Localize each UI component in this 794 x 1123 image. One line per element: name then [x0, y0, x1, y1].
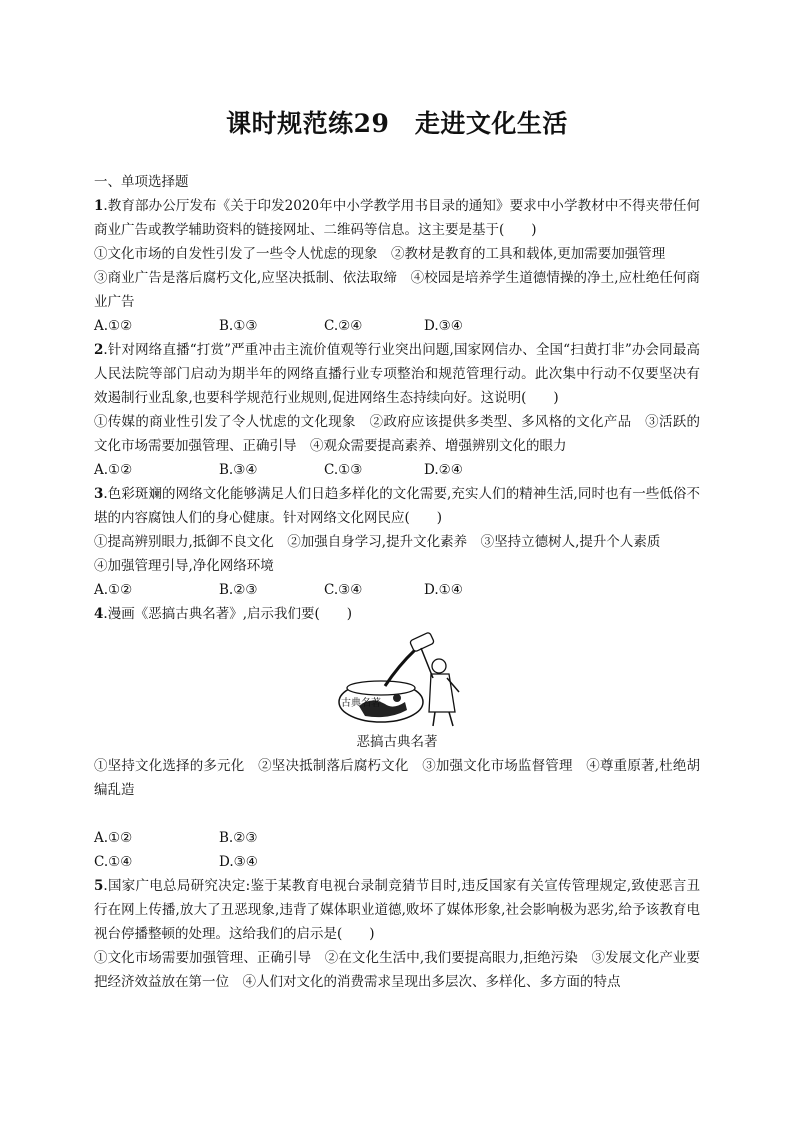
question-2-statements: ①传媒的商业性引发了令人忧虑的文化现象 ②政府应该提供多类型、多风格的文化产品 ③活跃的文化市场需要加强管理、正确引导 ④观众需要提高素养、增强辨别文化的眼力 [94, 414, 700, 454]
option-c: C.①④ [94, 854, 133, 870]
option-b: B.②③ [219, 830, 258, 846]
question-5-text: .国家广电总局研究决定:鉴于某教育电视台录制竞猜节目时,违反国家有关宣传管理规定,致使恶言丑行在网上传播,放大了丑恶现象,违背了媒体职业道德,败坏了媒体形象,社会影响极为恶劣,给予该教育电视台停播整顿的处理。这给我们的启示是( ) [94, 878, 700, 942]
question-4-number: 4 [94, 606, 104, 622]
option-a: A.①② [94, 318, 133, 334]
option-a: A.①② [94, 582, 133, 598]
spacer [94, 802, 700, 826]
question-5-statements: ①文化市场需要加强管理、正确引导 ②在文化生活中,我们要提高眼力,拒绝污染 ③发展文化产业要把经济效益放在第一位 ④人们对文化的消费需求呈现出多层次、多样化、多方面的特点 [94, 950, 700, 990]
jar-label: 古典名著 [341, 698, 381, 709]
option-a: A.①② [94, 462, 133, 478]
question-3-number: 3 [94, 486, 104, 502]
question-3-statements-1: ①提高辨别眼力,抵御不良文化 ②加强自身学习,提升文化素养 ③坚持立德树人,提升个人素质 [94, 534, 661, 550]
content [94, 170, 700, 994]
option-d: D.②④ [424, 462, 463, 478]
option-c: C.②④ [324, 318, 363, 334]
question-4-options-row-1 [94, 826, 700, 850]
figure-caption: 恶搞古典名著 [356, 734, 438, 750]
question-1-options [94, 314, 700, 338]
option-d: D.③④ [219, 854, 258, 870]
question-1-number: 1 [94, 198, 104, 214]
option-d: D.③④ [424, 318, 463, 334]
option-b: B.③④ [219, 462, 258, 478]
cartoon-illustration [319, 630, 479, 730]
question-4-text: .漫画《恶搞古典名著》,启示我们要( ) [103, 606, 353, 622]
option-a: A.①② [94, 830, 133, 846]
question-1-statements-2: ③商业广告是落后腐朽文化,应坚决抵制、依法取缔 ④校园是培养学生道德情操的净土,应杜绝任何商业广告 [94, 270, 700, 310]
question-1-stem [94, 194, 700, 242]
option-b: B.①③ [219, 318, 258, 334]
question-1-statements-1: ①文化市场的自发性引发了一些令人忧虑的现象 ②教材是教育的工具和载体,更加需要加强管理 [94, 246, 666, 262]
question-3-stem [94, 482, 700, 530]
cartoon-figure [94, 630, 700, 730]
option-c: C.①③ [324, 462, 363, 478]
question-4-options-row-2 [94, 850, 700, 874]
question-1-text: .教育部办公厅发布《关于印发2020年中小学教学用书目录的通知》要求中小学教材中不得夹带任何商业广告或教学辅助资料的链接网址、二维码等信息。这主要是基于( ) [94, 198, 700, 238]
question-2-number: 2 [94, 342, 104, 358]
question-4-statements: ①坚持文化选择的多元化 ②坚决抵制落后腐朽文化 ③加强文化市场监督管理 ④尊重原著,杜绝胡编乱造 [94, 758, 700, 798]
question-3-statements-2: ④加强管理引导,净化网络环境 [94, 558, 274, 574]
option-b: B.②③ [219, 582, 258, 598]
option-c: C.③④ [324, 582, 363, 598]
option-d: D.①④ [424, 582, 463, 598]
question-4-stem [94, 602, 700, 626]
page-title: 课时规范练29 走进文化生活 [226, 109, 568, 138]
question-5-number: 5 [94, 878, 104, 894]
question-2-stem [94, 338, 700, 410]
question-3-options [94, 578, 700, 602]
question-3-text: .色彩斑斓的网络文化能够满足人们日趋多样化的文化需要,充实人们的精神生活,同时也有一些低俗不堪的内容腐蚀人们的身心健康。针对网络文化网民应( ) [94, 486, 700, 526]
section-heading: 一、单项选择题 [94, 174, 189, 190]
question-5-stem [94, 874, 700, 946]
question-2-text: .针对网络直播“打赏”严重冲击主流价值观等行业突出问题,国家网信办、全国“扫黄打非”办会同最高人民法院等部门启动为期半年的网络直播行业专项整治和规范管理行动。此次集中行动不仅要坚决有效遏制行业乱象,也要科学规范行业规则,促进网络生态持续向好。这说明( ) [94, 342, 700, 406]
question-2-options [94, 458, 700, 482]
